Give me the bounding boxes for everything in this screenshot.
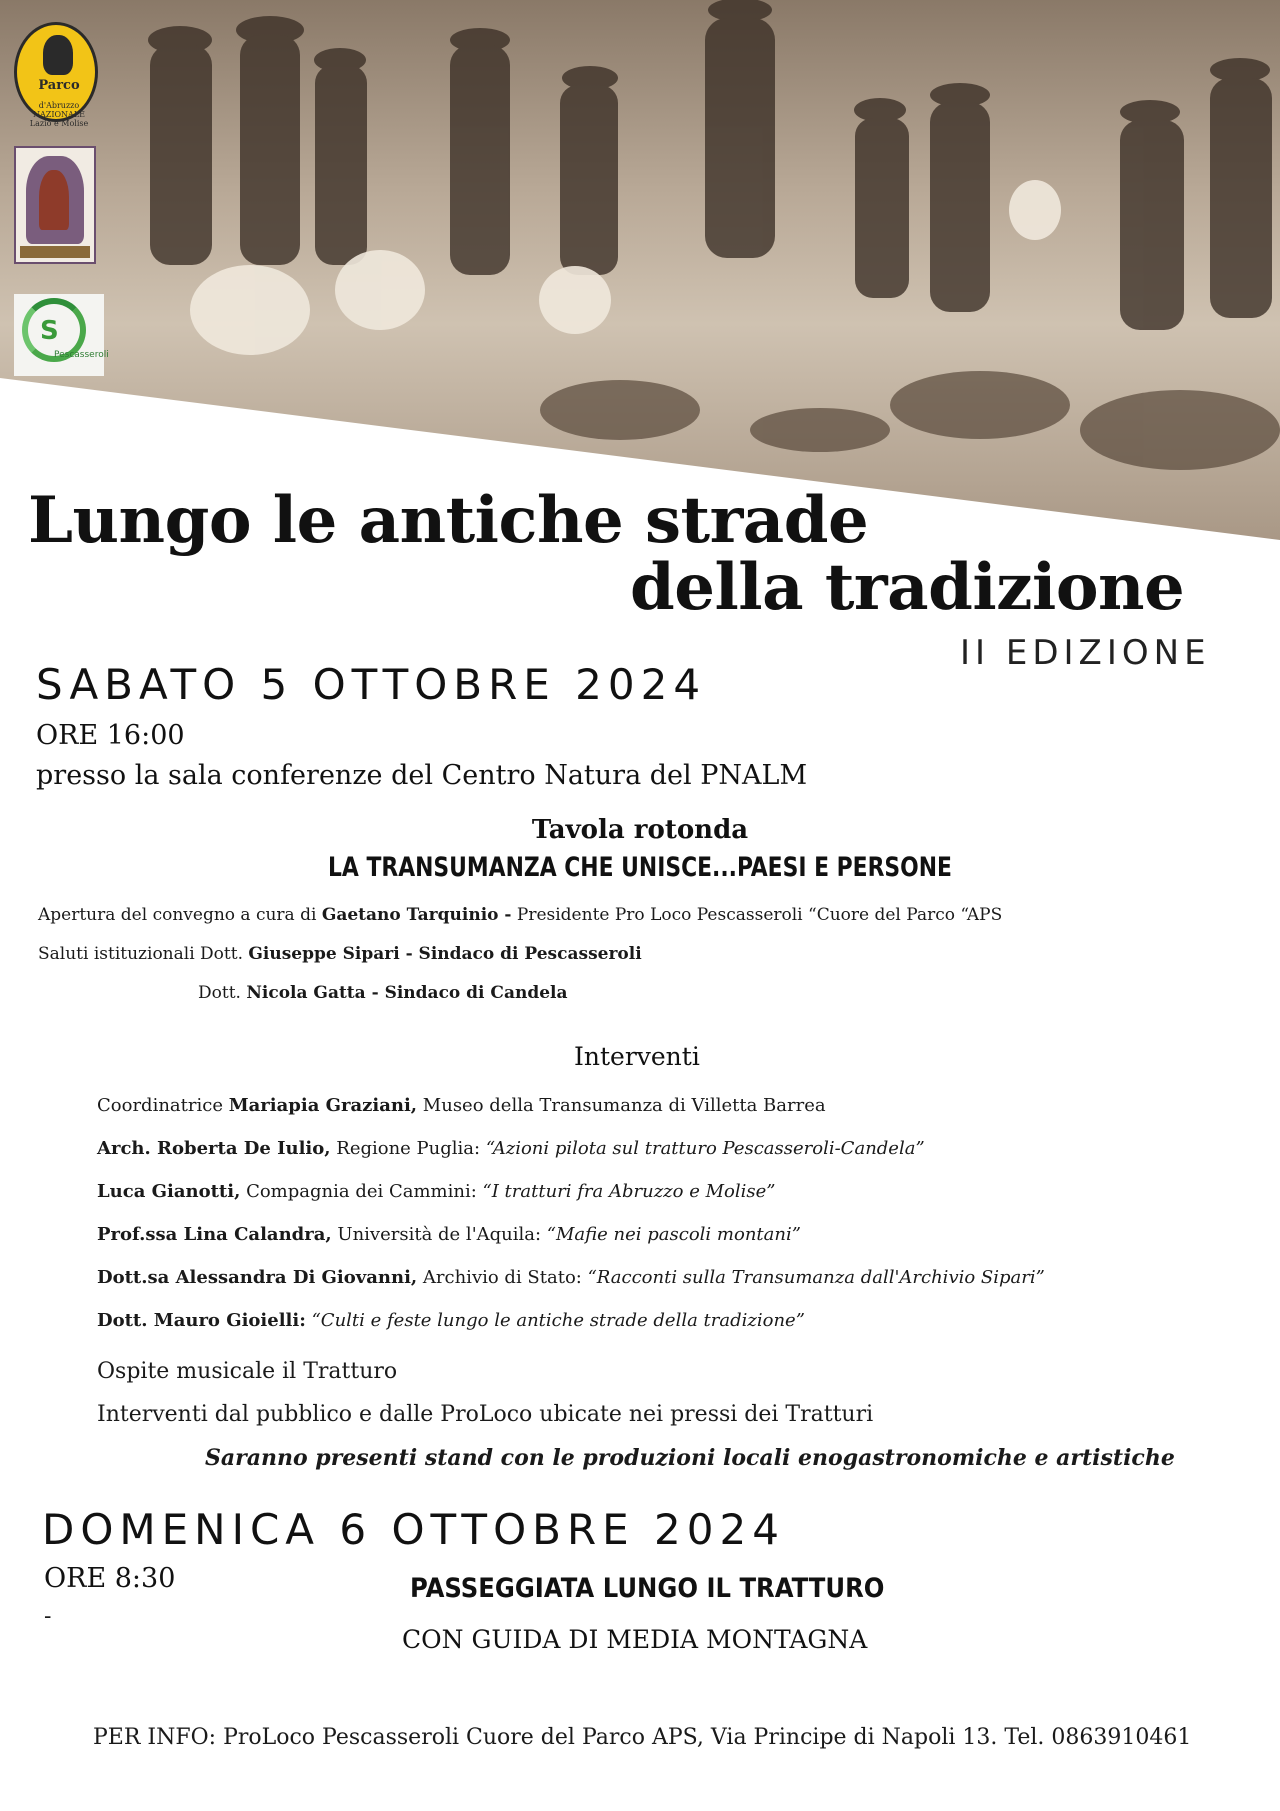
photo-figures [0, 0, 1280, 540]
title-line-1: Lungo le antiche strade [28, 483, 869, 558]
greetings2-speaker: Nicola Gatta - Sindaco di Candela [246, 983, 568, 1003]
greetings2-prefix: Dott. [198, 983, 247, 1003]
speaker-talk: “Racconti sulla Transumanza dall'Archivio Sipari” [587, 1267, 1045, 1288]
speaker-name: Dott. Mauro Gioielli: [97, 1310, 306, 1331]
walk-guide: CON GUIDA DI MEDIA MONTAGNA [402, 1625, 868, 1654]
day2-date: DOMENICA 6 OTTOBRE 2024 [42, 1505, 785, 1554]
proloco-logo [14, 294, 109, 376]
interventi-heading: Interventi [574, 1042, 700, 1071]
speaker-item [97, 1267, 1045, 1288]
speaker-name: Prof.ssa Lina Calandra, [97, 1224, 332, 1245]
parco-logo-subtext-2: NAZIONALE [33, 110, 85, 119]
day2-time: ORE 8:30 [44, 1563, 176, 1594]
day1-place: presso la sala conferenze del Centro Natura del PNALM [36, 760, 808, 791]
speaker-name: Mariapia Graziani, [228, 1095, 418, 1116]
speaker-affiliation: Regione Puglia: [330, 1138, 486, 1159]
speaker-affiliation: Università de l'Aquila: [331, 1224, 547, 1245]
parco-nazionale-logo [14, 22, 98, 128]
speaker-item [97, 1224, 801, 1245]
greetings-line-2 [198, 983, 568, 1003]
proloco-s-icon: S [40, 316, 59, 346]
day2-dash: - [44, 1604, 52, 1629]
header-photo [0, 0, 1280, 540]
day1-date: SABATO 5 OTTOBRE 2024 [36, 660, 707, 709]
walk-activity: PASSEGGIATA LUNGO IL TRATTURO [410, 1573, 885, 1604]
speaker-item [97, 1095, 826, 1116]
public-interventions: Interventi dal pubblico e dalle ProLoco ubicate nei pressi dei Tratturi [97, 1402, 874, 1427]
speaker-talk: “Azioni pilota sul tratturo Pescasseroli-Candela” [485, 1138, 925, 1159]
speaker-item [97, 1138, 925, 1159]
edition-label: II EDIZIONE [960, 633, 1211, 673]
speaker-affiliation: Compagnia dei Cammini: [240, 1181, 483, 1202]
opening-line [38, 905, 1002, 925]
speaker-name: Arch. Roberta De Iulio, [97, 1138, 331, 1159]
crest-figure-icon [39, 170, 69, 230]
speaker-talk: “I tratturi fra Abruzzo e Molise” [482, 1181, 776, 1202]
speaker-item [97, 1310, 805, 1331]
round-table-label: Tavola rotonda [531, 815, 749, 845]
speaker-name: Dott.sa Alessandra Di Giovanni, [97, 1267, 418, 1288]
opening-speaker: Gaetano Tarquinio - [321, 905, 512, 925]
greetings-prefix: Saluti istituzionali Dott. [38, 944, 249, 964]
greetings-line [38, 944, 642, 964]
speaker-talk: “Mafie nei pascoli montani” [546, 1224, 801, 1245]
speaker-item [97, 1181, 775, 1202]
speaker-prefix: Coordinatrice [97, 1095, 229, 1116]
stands-note: Saranno presenti stand con le produzioni locali enogastronomiche e artistiche [205, 1445, 1175, 1471]
parco-logo-text: Parco [38, 78, 80, 93]
proloco-logo-label: Pescasseroli [54, 350, 109, 360]
day1-time: ORE 16:00 [36, 720, 185, 751]
speaker-affiliation: Museo della Transumanza di Villetta Barrea [417, 1095, 826, 1116]
title-line-2: della tradizione [630, 550, 1185, 625]
footer-info: PER INFO: ProLoco Pescasseroli Cuore del Parco APS, Via Principe di Napoli 13. Tel. 0863910461 [93, 1725, 1192, 1750]
opening-role: Presidente Pro Loco Pescasseroli “Cuore del Parco “APS [511, 905, 1003, 925]
musical-guest: Ospite musicale il Tratturo [97, 1359, 398, 1384]
speaker-talk: “Culti e feste lungo le antiche strade della tradizione” [311, 1310, 805, 1331]
speaker-affiliation: Archivio di Stato: [417, 1267, 588, 1288]
bear-icon [43, 35, 73, 75]
greetings-speaker: Giuseppe Sipari - Sindaco di Pescasseroli [248, 944, 642, 964]
parco-logo-subtext-1: d'Abruzzo [38, 101, 80, 110]
crest-band [20, 246, 90, 258]
parco-logo-subtext-3: Lazio e Molise [29, 119, 89, 128]
opening-prefix: Apertura del convegno a cura di [38, 905, 322, 925]
municipal-crest-logo [14, 146, 96, 264]
round-table-theme: LA TRANSUMANZA CHE UNISCE...PAESI E PERSONE [327, 852, 952, 883]
speaker-name: Luca Gianotti, [97, 1181, 241, 1202]
